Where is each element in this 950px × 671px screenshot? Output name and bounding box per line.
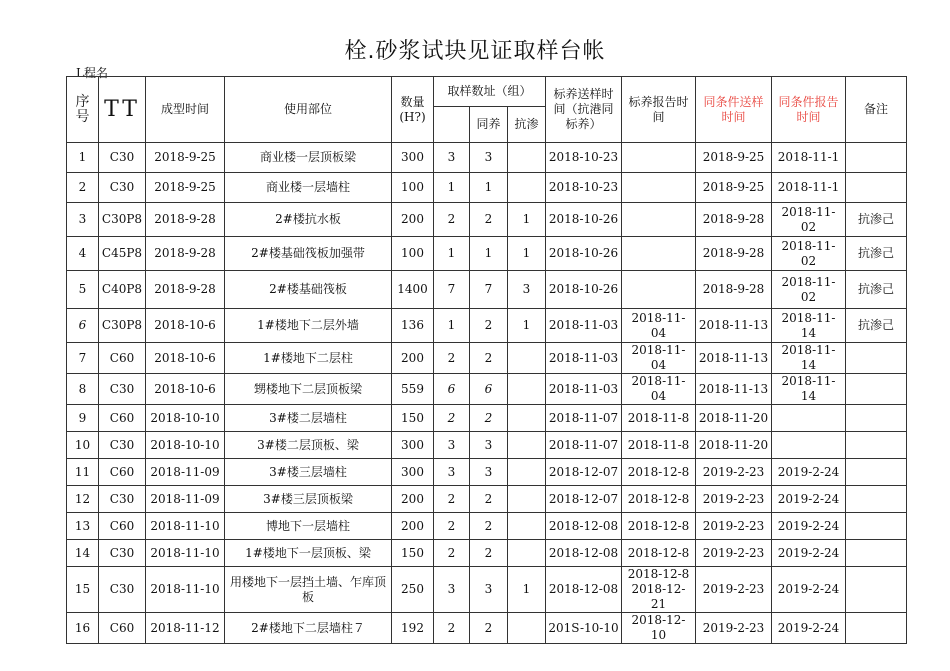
cell-same-send: 2018-11-20 — [696, 405, 772, 432]
cell-anti: 1 — [508, 567, 546, 613]
cell-std-report: 2018-12-8 — [622, 459, 696, 486]
cell-date: 2018-9-28 — [146, 203, 225, 237]
cell-same: 2 — [470, 405, 508, 432]
cell-same-report: 2019-2-24 — [772, 459, 846, 486]
cell-std-report — [622, 173, 696, 203]
table-row — [67, 540, 907, 567]
cell-date: 2018-10-6 — [146, 309, 225, 343]
cell-std-send: 2018-10-23 — [546, 143, 622, 173]
cell-same-report: 2018-11-14 — [772, 309, 846, 343]
cell-location: 商业楼一层顶板梁 — [225, 143, 392, 173]
table-row — [67, 309, 907, 343]
cell-same-report: 2018-11-1 — [772, 173, 846, 203]
cell-std-send: 2018-11-03 — [546, 309, 622, 343]
header-quantity: 数量(H?) — [392, 77, 434, 143]
cell-same-report: 2018-11-1 — [772, 143, 846, 173]
cell-no: 15 — [67, 567, 99, 613]
cell-anti: 1 — [508, 309, 546, 343]
cell-date: 2018-9-28 — [146, 271, 225, 309]
cell-groups: 2 — [434, 486, 470, 513]
cell-remark: 抗渗己 — [846, 271, 907, 309]
cell-no: 9 — [67, 405, 99, 432]
cell-same-send: 2018-11-13 — [696, 343, 772, 374]
cell-std-report: 2018-12-10 — [622, 613, 696, 644]
cell-location: 博地下一层墙柱 — [225, 513, 392, 540]
cell-grade: C60 — [99, 343, 146, 374]
cell-groups: 3 — [434, 143, 470, 173]
cell-grade: C30 — [99, 486, 146, 513]
cell-location: 2#楼基础筏板 — [225, 271, 392, 309]
cell-anti — [508, 143, 546, 173]
table-row — [67, 237, 907, 271]
cell-qty: 100 — [392, 173, 434, 203]
cell-no: 16 — [67, 613, 99, 644]
cell-remark — [846, 613, 907, 644]
cell-same: 1 — [470, 173, 508, 203]
cell-std-send: 2018-11-03 — [546, 374, 622, 405]
table-row — [67, 203, 907, 237]
cell-std-report: 2018-11-8 — [622, 432, 696, 459]
cell-std-send: 2018-12-08 — [546, 513, 622, 540]
cell-anti — [508, 459, 546, 486]
cell-grade: C30 — [99, 540, 146, 567]
cell-same: 2 — [470, 309, 508, 343]
cell-qty: 300 — [392, 432, 434, 459]
cell-same-send: 2019-2-23 — [696, 567, 772, 613]
cell-same-send: 2019-2-23 — [696, 513, 772, 540]
cell-same-report: 2018-11-02 — [772, 237, 846, 271]
cell-no: 12 — [67, 486, 99, 513]
cell-date: 2018-10-10 — [146, 405, 225, 432]
table-row — [67, 432, 907, 459]
header-anti-seep: 抗渗 — [508, 107, 546, 143]
cell-qty: 300 — [392, 459, 434, 486]
cell-same: 3 — [470, 432, 508, 459]
cell-qty: 1400 — [392, 271, 434, 309]
cell-qty: 200 — [392, 513, 434, 540]
cell-same: 2 — [470, 513, 508, 540]
cell-location: 1#楼地下二层柱 — [225, 343, 392, 374]
cell-groups: 3 — [434, 459, 470, 486]
cell-same: 2 — [470, 613, 508, 644]
project-name-label: L程名 — [76, 66, 108, 80]
cell-groups: 2 — [434, 343, 470, 374]
header-remark: 备注 — [846, 77, 907, 143]
table-row — [67, 143, 907, 173]
table-row — [67, 271, 907, 309]
cell-grade: C45P8 — [99, 237, 146, 271]
cell-remark: 抗渗己 — [846, 203, 907, 237]
cell-remark: 抗渗己 — [846, 237, 907, 271]
cell-anti — [508, 173, 546, 203]
cell-std-report — [622, 203, 696, 237]
cell-same-send: 2018-11-13 — [696, 309, 772, 343]
cell-same-send: 2018-9-25 — [696, 173, 772, 203]
cell-location: 2#楼地下二层墙柱７ — [225, 613, 392, 644]
cell-remark — [846, 405, 907, 432]
cell-std-report: 2018-12-8 — [622, 513, 696, 540]
cell-std-send: 2018-11-03 — [546, 343, 622, 374]
cell-no: 10 — [67, 432, 99, 459]
header-same-cure: 同养 — [470, 107, 508, 143]
cell-same-report: 2019-2-24 — [772, 513, 846, 540]
cell-std-report: 2018-11-04 — [622, 309, 696, 343]
sample-ledger-table — [66, 76, 907, 644]
cell-groups: 6 — [434, 374, 470, 405]
cell-no: 1 — [67, 143, 99, 173]
cell-no: 4 — [67, 237, 99, 271]
table-row — [67, 513, 907, 540]
cell-same: 3 — [470, 459, 508, 486]
cell-grade: C30 — [99, 143, 146, 173]
cell-remark — [846, 486, 907, 513]
cell-std-report — [622, 143, 696, 173]
cell-remark — [846, 567, 907, 613]
table-row — [67, 173, 907, 203]
cell-same-send: 2018-11-13 — [696, 374, 772, 405]
cell-std-report — [622, 237, 696, 271]
cell-same-send: 2018-9-25 — [696, 143, 772, 173]
cell-same: 6 — [470, 374, 508, 405]
table-row — [67, 486, 907, 513]
header-std-report-time: 标养报告时间 — [622, 77, 696, 143]
cell-remark — [846, 143, 907, 173]
cell-remark — [846, 540, 907, 567]
cell-grade: C30P8 — [99, 203, 146, 237]
table-row — [67, 405, 907, 432]
cell-same-send: 2018-9-28 — [696, 237, 772, 271]
cell-grade: C60 — [99, 459, 146, 486]
header-std-send-time: 标养送样时间（抗港同标养） — [546, 77, 622, 143]
cell-remark — [846, 343, 907, 374]
cell-anti — [508, 374, 546, 405]
cell-qty: 559 — [392, 374, 434, 405]
cell-no: 5 — [67, 271, 99, 309]
cell-location: 用楼地下一层挡土墙、乍库顶板 — [225, 567, 392, 613]
cell-date: 2018-11-10 — [146, 540, 225, 567]
cell-no: 14 — [67, 540, 99, 567]
cell-std-send: 2018-10-23 — [546, 173, 622, 203]
cell-date: 2018-11-09 — [146, 459, 225, 486]
cell-same-report: 2019-2-24 — [772, 540, 846, 567]
cell-same: 2 — [470, 540, 508, 567]
header-same-send-time: 同条件送样时间 — [696, 77, 772, 143]
cell-qty: 200 — [392, 203, 434, 237]
cell-date: 2018-9-28 — [146, 237, 225, 271]
cell-same-report: 2019-2-24 — [772, 567, 846, 613]
cell-anti: 3 — [508, 271, 546, 309]
cell-groups: 1 — [434, 173, 470, 203]
cell-date: 2018-9-25 — [146, 173, 225, 203]
cell-date: 2018-10-6 — [146, 343, 225, 374]
cell-grade: C60 — [99, 513, 146, 540]
cell-same-send: 2019-2-23 — [696, 540, 772, 567]
cell-grade: C30 — [99, 432, 146, 459]
cell-location: 甥楼地下二层顶板梁 — [225, 374, 392, 405]
cell-no: 6 — [67, 309, 99, 343]
cell-same: 3 — [470, 143, 508, 173]
cell-same-report: 2018-11-14 — [772, 343, 846, 374]
cell-anti — [508, 486, 546, 513]
cell-same: 7 — [470, 271, 508, 309]
cell-groups: 1 — [434, 237, 470, 271]
cell-std-report: 2018-12-8 — [622, 540, 696, 567]
cell-std-send: 2018-12-07 — [546, 459, 622, 486]
cell-remark — [846, 432, 907, 459]
cell-remark: 抗渗己 — [846, 309, 907, 343]
cell-std-send: 2018-10-26 — [546, 237, 622, 271]
cell-anti — [508, 405, 546, 432]
cell-qty: 150 — [392, 405, 434, 432]
cell-same-send: 2018-9-28 — [696, 203, 772, 237]
cell-location: 3#楼二层墙柱 — [225, 405, 392, 432]
cell-location: 1#楼地下一层顶板、梁 — [225, 540, 392, 567]
cell-location: 3#楼三层顶板梁 — [225, 486, 392, 513]
cell-no: 13 — [67, 513, 99, 540]
cell-date: 2018-11-10 — [146, 513, 225, 540]
cell-std-send: 2018-12-08 — [546, 540, 622, 567]
cell-remark — [846, 374, 907, 405]
cell-std-send: 2018-12-07 — [546, 486, 622, 513]
cell-std-report — [622, 271, 696, 309]
cell-remark — [846, 459, 907, 486]
header-location: 使用部位 — [225, 77, 392, 143]
cell-groups: 2 — [434, 405, 470, 432]
cell-qty: 250 — [392, 567, 434, 613]
cell-std-send: 2018-11-07 — [546, 405, 622, 432]
cell-same-send: 2019-2-23 — [696, 459, 772, 486]
cell-groups: 2 — [434, 613, 470, 644]
cell-groups: 2 — [434, 203, 470, 237]
cell-no: 7 — [67, 343, 99, 374]
cell-same-report: 2019-2-24 — [772, 486, 846, 513]
cell-anti: 1 — [508, 203, 546, 237]
header-sample-groups: 取样数址（组） — [434, 77, 546, 107]
cell-grade: C30 — [99, 567, 146, 613]
cell-groups: 3 — [434, 567, 470, 613]
cell-std-send: 2018-12-08 — [546, 567, 622, 613]
cell-date: 2018-11-10 — [146, 567, 225, 613]
page-title: 栓.砂浆试块见证取样台帐 — [344, 39, 606, 64]
cell-grade: C30 — [99, 173, 146, 203]
cell-qty: 100 — [392, 237, 434, 271]
cell-anti — [508, 343, 546, 374]
cell-std-report: 2018-12-8 — [622, 486, 696, 513]
cell-qty: 136 — [392, 309, 434, 343]
cell-groups: 7 — [434, 271, 470, 309]
cell-same-report: 2019-2-24 — [772, 613, 846, 644]
cell-grade: C60 — [99, 405, 146, 432]
cell-remark — [846, 173, 907, 203]
cell-same: 2 — [470, 343, 508, 374]
cell-location: 3#楼二层顶板、梁 — [225, 432, 392, 459]
cell-same-report: 2018-11-14 — [772, 374, 846, 405]
cell-groups: 1 — [434, 309, 470, 343]
cell-date: 2018-11-12 — [146, 613, 225, 644]
cell-std-send: 2018-10-26 — [546, 203, 622, 237]
cell-groups: 2 — [434, 540, 470, 567]
cell-std-send: 2018-11-07 — [546, 432, 622, 459]
cell-same-send: 2018-9-28 — [696, 271, 772, 309]
cell-anti — [508, 432, 546, 459]
cell-location: 2#楼基础筏板加强带 — [225, 237, 392, 271]
cell-no: 2 — [67, 173, 99, 203]
cell-anti: 1 — [508, 237, 546, 271]
cell-qty: 200 — [392, 486, 434, 513]
table-row — [67, 459, 907, 486]
table-row — [67, 567, 907, 613]
cell-std-report: 2018-12-8 2018-12-21 — [622, 567, 696, 613]
cell-same-send: 2019-2-23 — [696, 486, 772, 513]
cell-groups: 2 — [434, 513, 470, 540]
cell-location: 1#楼地下二层外墙 — [225, 309, 392, 343]
cell-same: 2 — [470, 203, 508, 237]
cell-groups: 3 — [434, 432, 470, 459]
table-row — [67, 374, 907, 405]
cell-grade: C60 — [99, 613, 146, 644]
cell-std-report: 2018-11-04 — [622, 374, 696, 405]
cell-location: 商业楼一层墙柱 — [225, 173, 392, 203]
cell-qty: 150 — [392, 540, 434, 567]
header-same-report-time: 同条件报告时间 — [772, 77, 846, 143]
cell-same-report — [772, 405, 846, 432]
cell-date: 2018-9-25 — [146, 143, 225, 173]
cell-no: 8 — [67, 374, 99, 405]
cell-same: 2 — [470, 486, 508, 513]
cell-same-report — [772, 432, 846, 459]
header-grade: TT — [99, 77, 146, 143]
cell-grade: C30P8 — [99, 309, 146, 343]
table-row — [67, 613, 907, 644]
cell-location: 3#楼三层墙柱 — [225, 459, 392, 486]
cell-anti — [508, 513, 546, 540]
cell-anti — [508, 613, 546, 644]
cell-same-send: 2019-2-23 — [696, 613, 772, 644]
cell-date: 2018-11-09 — [146, 486, 225, 513]
header-groups-blank — [434, 107, 470, 143]
cell-grade: C40P8 — [99, 271, 146, 309]
header-forming-date: 成型时间 — [146, 77, 225, 143]
table-row — [67, 343, 907, 374]
cell-same-report: 2018-11-02 — [772, 203, 846, 237]
cell-no: 11 — [67, 459, 99, 486]
cell-date: 2018-10-6 — [146, 374, 225, 405]
cell-location: 2#楼抗水板 — [225, 203, 392, 237]
cell-remark — [846, 513, 907, 540]
cell-same-report: 2018-11-02 — [772, 271, 846, 309]
cell-std-report: 2018-11-8 — [622, 405, 696, 432]
cell-same: 3 — [470, 567, 508, 613]
cell-date: 2018-10-10 — [146, 432, 225, 459]
cell-std-send: 201S-10-10 — [546, 613, 622, 644]
header-seq: 序号 — [67, 77, 99, 143]
cell-qty: 200 — [392, 343, 434, 374]
cell-same-send: 2018-11-20 — [696, 432, 772, 459]
cell-qty: 192 — [392, 613, 434, 644]
cell-grade: C30 — [99, 374, 146, 405]
cell-std-send: 2018-10-26 — [546, 271, 622, 309]
cell-std-report: 2018-11-04 — [622, 343, 696, 374]
cell-anti — [508, 540, 546, 567]
cell-no: 3 — [67, 203, 99, 237]
cell-qty: 300 — [392, 143, 434, 173]
cell-same: 1 — [470, 237, 508, 271]
